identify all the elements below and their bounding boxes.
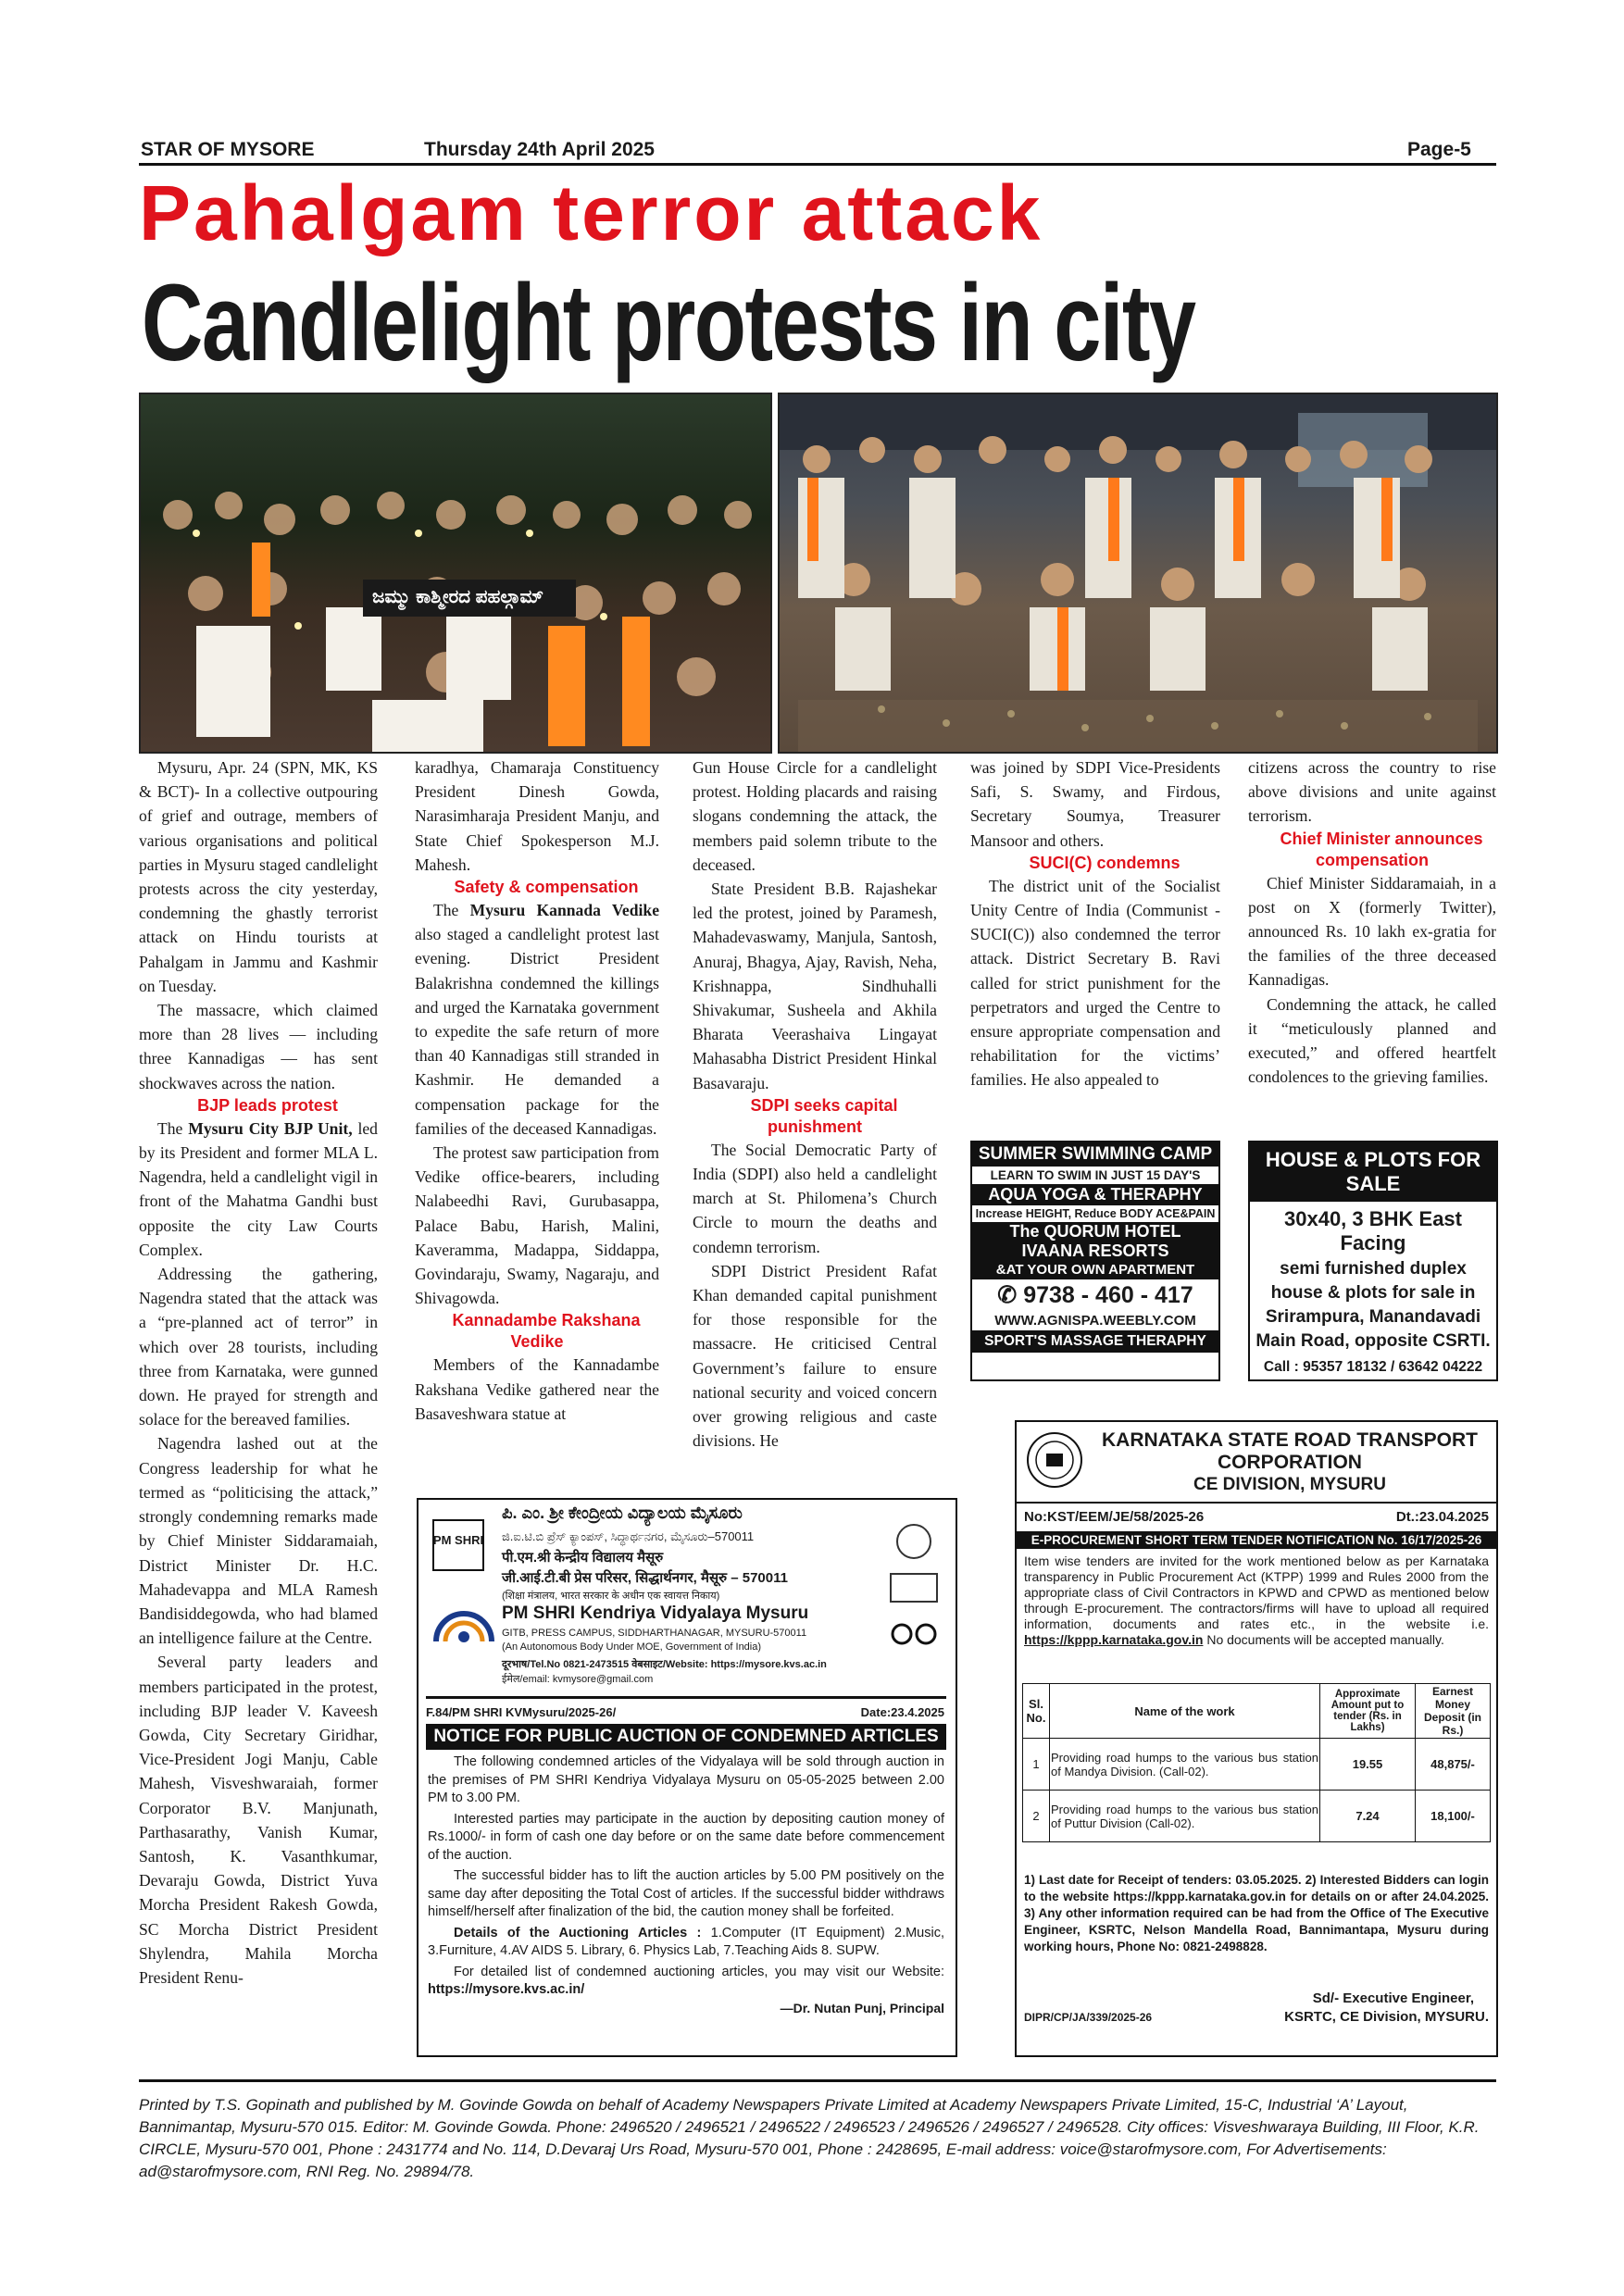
story-para: citizens across the country to rise above divisions and unite against terrorism. (1248, 758, 1496, 826)
story-column-1 (139, 755, 378, 1990)
subhead-suci: SUCI(C) condemns (1029, 853, 1181, 872)
kppp-link[interactable]: https://kppp.karnataka.gov.in (1024, 1632, 1204, 1647)
story-column-3 (693, 755, 937, 1453)
story-para: Condemning the attack, he called it “meticulously planned and executed,” and offered heartfelt condolences to the grieving families. (1248, 994, 1496, 1087)
notice-title: NOTICE FOR PUBLIC AUCTION OF CONDEMNED ARTICLES (426, 1724, 946, 1750)
kv-emblem-icon (431, 1600, 496, 1646)
kicker-headline: Pahalgam terror attack (139, 169, 1043, 256)
story-para: Members of the Kannadambe Rakshana Vedike gathered near the Basaveshwara statue at (415, 1355, 659, 1423)
story-column-2 (415, 755, 659, 1426)
story-para: Chief Minister Siddaramaiah, in a post on X (formerly Twitter), announced Rs. 10 lakh ex-gratia for the families of the three deceased Kannadigas. (1248, 873, 1496, 990)
ksrtc-emblem-icon (1024, 1429, 1085, 1491)
table-row: 2 Providing road humps to the various bus station of Puttur Division (Call-02). 7.24 18,100/- (1023, 1791, 1491, 1842)
subhead-krv: Kannadambe Rakshana Vedike (452, 1311, 641, 1352)
subhead-cm: Chief Minister announces compensation (1280, 829, 1483, 869)
photo-bjp-vigil (139, 393, 772, 754)
tender-table (1022, 1683, 1491, 1842)
kv-website-link[interactable]: https://mysore.kvs.ac.in/ (428, 1982, 585, 1997)
ad-kv-auction: PM SHRI ಪಿ. ಎಂ. ಶ್ರೀ ಕೇಂದ್ರೀಯ ವಿದ್ಯಾಲಯ ಮೈಸೂರು ಜಿ.ಐ.ಟಿ.ಬಿ ಪ್ರೆಸ್ ಕ್ಯಾಂಪಸ್, ಸಿದ್ಧಾರ್ಥನಗರ, ಮೈಸೂರು–570011 पी.एम.श्री केन्द्रीय विद्यालय मैसूरु जी.आई.टी.बी प्रेस परिसर, सिद्धार्थनगर, मैसूरु – 570011 (शिक्षा मंत्रालय, भारत सरकार के अधीन एक स्वायत्त निकाय) PM SHRI Kendriya Vidyalaya Mysuru GITB, PRESS CAMPUS, SIDDHARTHANAGAR, MYSURU-570011 (An Autonomous Body Under MOE, Government of India) दूरभाष/Tel.No 0821-2473515 वेबसाइट/Website: https://mysore.kvs.ac.in ईमेल/email: kvmysore@gmail.com F.84/PM SHRI KVMysuru/2025-26/ Date:23.4.2025 NOTICE FOR PUBLIC AUCTION OF CONDEMNED ARTICLES The following condemned articles of the Vidyalaya will be sold through auction in the premises of PM SHRI Kendriya Vidyalaya Mysuru on 05-05-2025 between 2.00 PM to 3.00 PM. Interested parties may participate in the auction by depositing caution money of Rs.1000/- in form of cash one day before or on the same date before commencement of the auction. The successful bidder has to lift the auction articles by 5.00 PM positively on the same day after depositing the Total Cost of articles. If the successful bidder withdraws himself/herself after finalization of the bid, the caution money shall be forfeited. Details of the Auctioning Articles : 1.Computer (IT Equipment) 2.Music, 3.Furniture, 4.AV AIDS 5. Library, 6. Physics Lab, 7.Teaching Aids 8. SUPW. For detailed list of condemned auctioning articles, you may visit our Website: https://mysore.kvs.ac.in/ —Dr. Nutan Punj, Principal (417, 1498, 957, 2057)
story-para: The district unit of the Socialist Unity Centre of India (Communist - SUCI(C)) also condemned the terror attack. District Secretary B. Ravi called for strict punishment for the perpetrators and urged the Centre to ensure appropriate compensation and rehabilitation for the victims’ families. He also appealed to (970, 876, 1220, 1090)
page-number: Page-5 (1407, 139, 1471, 160)
campaign-logos (881, 1518, 946, 1657)
main-headline: Candlelight protests in city (141, 262, 1195, 384)
story-column-4 (970, 755, 1220, 1092)
ad-house-plots: HOUSE & PLOTS FOR SALE 30x40, 3 BHK East Facing semi furnished duplex house & plots for sale in Srirampura, Manandavadi Main Road, opposite CSRTI. Call : 95357 18132 / 63642 04222 (1248, 1141, 1498, 1381)
issue-date: Thursday 24th April 2025 (424, 139, 655, 160)
story-para: Addressing the gathering, Nagendra stated that the attack was a “pre-planned act of terror” in which over 28 tourists, including three from Karnataka, were gunned down. He prayed for strength and solace for the bereaved families. (139, 1265, 378, 1429)
ad-ksrtc-tender: KARNATAKA STATE ROAD TRANSPORT CORPORATION CE DIVISION, MYSURU No:KST/EEM/JE/58/2025-26 Dt.:23.04.2025 E-PROCUREMENT SHORT TERM TENDER NOTIFICATION No. 16/17/2025-26 Item wise tenders are invited for the work mentioned below as per Karnataka transparency in Public Procurement Act (KTPP) 1999 and Rules 2000 from the appropriate class of Civil Contractors in KPWD and CPWD as mentioned below through E-procurement. The contractors/firms will have to upload all required information, documents and rates etc., in the website i.e. https://kppp.karnataka.gov.in No documents will be accepted manually. Sl. No. Name of the work Approximate Amount put to tender (Rs. in Lakhs) Earnest Money Deposit (in Rs.) 1 Providing road humps to the various bus station of Mandya Division. (Call-02). 19.55 48,875/- 2 Providing road humps to the various bus station of Puttur Division (Call-02). 7.24 18,100/- 1) Last date for Receipt of tenders: 03.05.2025. 2) Interested Bidders can login to the website https://kppp.karnataka.gov.in for details on or after 24.04.2025. 3) Any other information required can be had from the Office of The Executive Engineer, KSRTC, Nelson Mandella Road, Bannimantapa, Mysuru during working hours, Phone No: 0821-2498828. Sd/- Executive Engineer, DIPR/CP/JA/339/2025-26 KSRTC, CE Division, MYSURU. (1015, 1420, 1498, 2057)
imprint-footer: Printed by T.S. Gopinath and published by M. Govinde Gowda on behalf of Academy Newspapers Private Limited at Academy Newspapers Private Limited, 15-C, Industrial ‘A’ Layout, Bannimantap, Mysuru-570 015. Editor: M. Govinde Gowda. Phone: 2496520 / 2496521 / 2496522 / 2496523 / 2496526 / 2496527 / 2496528. City offices: Visveshwaraya Building, III Floor, K.R. CIRCLE, Mysuru-570 001, Phone : 2431774 and No. 114, D.Devaraj Urs Road, Mysuru-570 001, Phone : 2428695, E-mail address: voice@starofmysore.com, For Advertisements: ad@starofmysore.com, RNI Reg. No. 29894/78. (139, 2096, 1480, 2180)
story-para: Gun House Circle for a candlelight protest. Holding placards and raising slogans condemning the attack, the members paid solemn tribute to the deceased. (693, 758, 937, 874)
story-para: The Social Democratic Party of India (SDPI) also held a candlelight march at St. Philomena’s Church Circle to mourn the deaths and condemn terrorism. (693, 1140, 937, 1256)
story-para: The massacre, which claimed more than 28 lives — including three Kannadigas — has sent shockwaves across the nation. (139, 1001, 378, 1092)
story-para: State President B.B. Rajashekar led the protest, joined by Paramesh, Mahadevaswamy, Manjula, Santosh, Anuraj, Bhagya, Ajay, Ravish, Neha, Krishnappa, Sindhuhalli Shivakumar, Susheela and Akhila Bharata Veerashaiva Lingayat Mahasabha District President Hinkal Basavaraju. (693, 880, 937, 1092)
masthead-rule (139, 163, 1496, 166)
photo-sdpi-vigil (778, 393, 1498, 754)
story-para: Several party leaders and members participated in the protest, including BJP leader V. Kaveesh Gowda, City Secretary Giridhar, Vice-President Jogi Manju, Cable Mahesh, Visveshwaraiah, former Corporator B.V. Manjunath, Parthasarathy, Vanish Kumar, Santosh, K. Vasanthkumar, Devaraju Gowda, District Yuva Morcha President Rakesh Gowda, SC Morcha District President Shylendra, Mahila Morcha President Renu- (139, 1653, 378, 1987)
story-para: The Mysuru Kannada Vedike also staged a candlelight protest last evening. District President Balakrishna condemned the killings and urged the Karnataka government to expedite the safe return of more than 40 Kannadigas still stranded in Kashmir. He demanded a compensation package for the families of the deceased Kannadigas. (415, 901, 659, 1138)
swim-phone: ✆ 9738 - 460 - 417 (997, 1282, 1193, 1308)
story-para: karadhya, Chamaraja Constituency President Dinesh Gowda, Narasimharaja President Manju, and State Chief Spokesperson M.J. Mahesh. (415, 758, 659, 874)
subhead-bjp: BJP leads protest (197, 1095, 338, 1115)
story-para: SDPI District President Rafat Khan demanded capital punishment for those responsible for the massacre. He criticised Central Government’s failure to ensure national security and voiced concern over growing religious and caste divisions. He (693, 1261, 937, 1451)
subhead-sdpi: SDPI seeks capital punishment (750, 1095, 898, 1136)
story-para: The protest saw participation from Vedike office-bearers, including Nalabeedhi Ravi, Gurubasappa, Palace Babu, Harish, Malini, Kaveramma, Madappa, Siddappa, Govindaraju, Swamy, Nagaraju, and Shivagowda. (415, 1143, 659, 1308)
ad-swimming-camp: SUMMER SWIMMING CAMP LEARN TO SWIM IN JUST 15 DAY'S AQUA YOGA & THERAPHY Increase HEIGHT, Reduce BODY ACE&PAIN The QUORUM HOTEL IVAANA RESORTS &AT YOUR OWN APARTMENT ✆ 9738 - 460 - 417 WWW.AGNISPA.WEEBLY.COM SPORT'S MASSAGE THERAPHY (970, 1141, 1220, 1381)
story-para: was joined by SDPI Vice-Presidents Safi, S. Swamy, and Firdous, Secretary Soumya, Treasurer Mansoor and others. (970, 758, 1220, 850)
table-header: Sl. No. Name of the work Approximate Amount put to tender (Rs. in Lakhs) Earnest Money Deposit (in Rs.) (1023, 1684, 1491, 1739)
phone-icon: ✆ (997, 1282, 1018, 1308)
pm-shri-logo: PM SHRI (430, 1516, 487, 1574)
photo-banner-text: ಜಮ್ಮು ಕಾಶ್ಮೀರದ ಪಹಲ್ಗಾಮ್ (372, 587, 543, 607)
footer-rule (139, 2079, 1496, 2082)
story-para: The Mysuru City BJP Unit, led by its President and former MLA L. Nagendra, held a candlelight vigil in front of the Mahatma Gandhi bust opposite the city Law Courts Complex. (139, 1118, 378, 1259)
subhead-safety: Safety & compensation (454, 878, 639, 897)
paper-name: STAR OF MYSORE (141, 139, 315, 160)
story-para: Nagendra lashed out at the Congress leadership for what he termed as “politicising the attack,” strongly condemning remarks made by Chief Minister Siddaramaiah, District Minister Dr. H.C. Mahadevappa and MLA Ramesh Bandisiddegowda, who had blamed an intelligence failure at the Centre. (139, 1434, 378, 1648)
story-column-5 (1248, 755, 1496, 1089)
table-row: 1 Providing road humps to the various bus station of Mandya Division. (Call-02). 19.55 48,875/- (1023, 1739, 1491, 1791)
story-para: Mysuru, Apr. 24 (SPN, MK, KS & BCT)- In a collective outpouring of grief and outrage, members of various organisations and political parties in Mysuru staged candlelight protests across the city yesterday, condemning the ghastly terrorist attack on Hindu tourists at Pahalgam in Jammu and Kashmir on Tuesday. (139, 758, 378, 995)
